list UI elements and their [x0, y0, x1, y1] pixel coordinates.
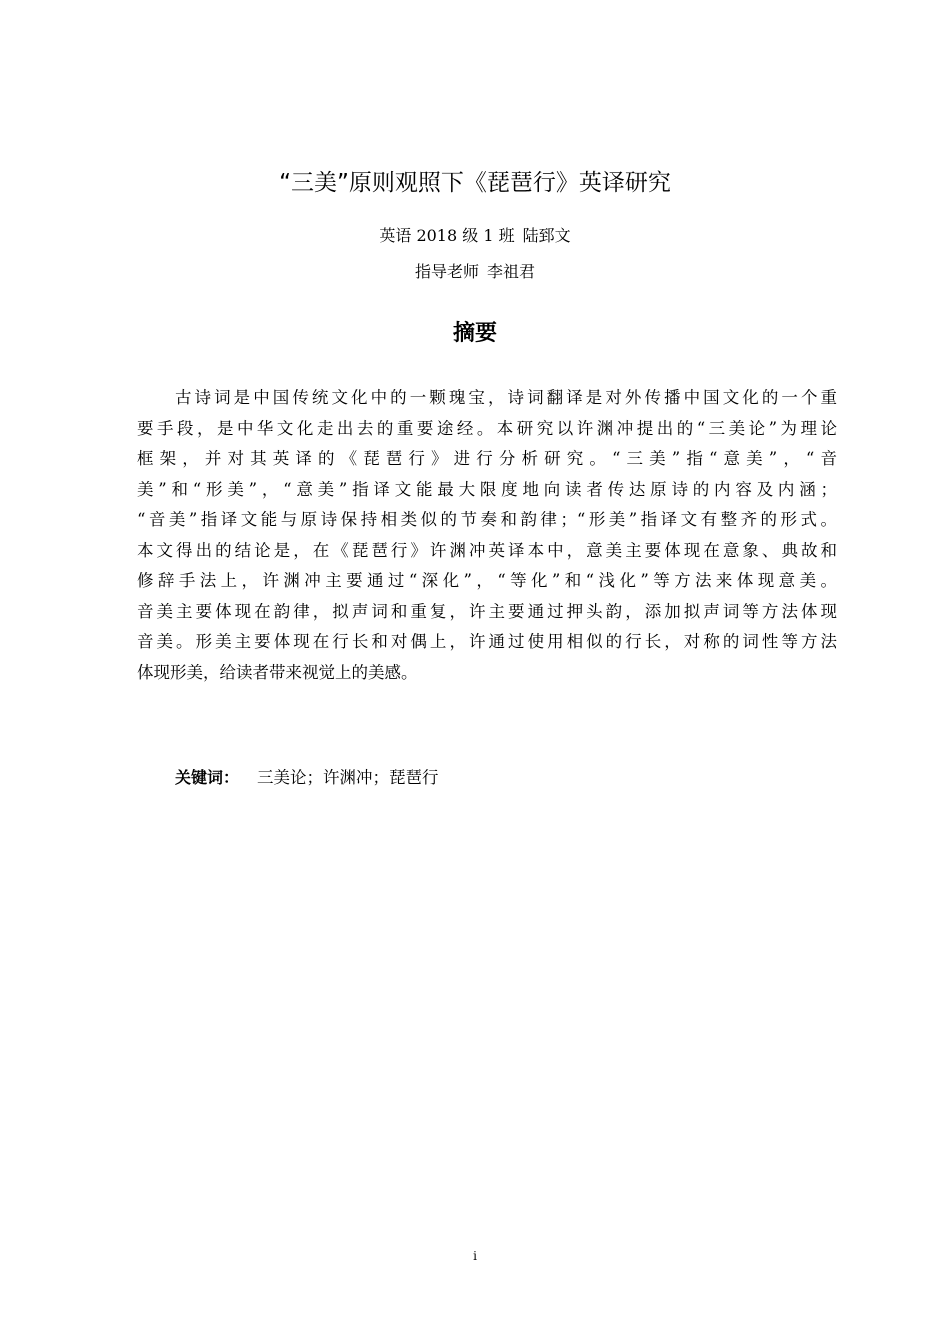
document-title: “三美”原则观照下《琵琶行》英译研究 [279, 170, 671, 196]
abstract-line: 美”和“形美”，“意美”指译文能最大限度地向读者传达原诗的内容及内涵； [137, 479, 837, 499]
abstract-heading: 摘要 [452, 321, 497, 346]
abstract-line: 框架，并对其英译的《琵琶行》进行分析研究。“三美”指“意美”，“音 [137, 449, 837, 468]
abstract-line: 要手段，是中华文化走出去的重要途经。本研究以许渊冲提出的“三美论”为理论 [137, 418, 837, 438]
keywords-value: 三美论；许渊冲；琵琶行 [257, 768, 439, 787]
page-number: i [473, 1249, 477, 1263]
author-line [0, 224, 950, 248]
keywords-label: 关键词： [175, 768, 240, 787]
abstract-line: 本文得出的结论是，在《琵琶行》许渊冲英译本中，意美主要体现在意象、典故和 [137, 540, 837, 560]
author-class: 英语 2018 级 1 班 [379, 226, 515, 245]
abstract-line: 古诗词是中国传统文化中的一颗瑰宝，诗词翻译是对外传播中国文化的一个重 [175, 388, 837, 407]
advisor-label: 指导老师 [414, 262, 479, 281]
abstract-line: 修辞手法上，许渊冲主要通过“深化”，“等化”和“浅化”等方法来体现意美。 [137, 571, 837, 590]
keywords-line [175, 764, 439, 792]
abstract-line: 音美。形美主要体现在行长和对偶上，许通过使用相似的行长，对称的词性等方法 [137, 632, 837, 651]
advisor-line [0, 260, 950, 284]
advisor-name: 李祖君 [487, 262, 536, 281]
abstract-line: 体现形美，给读者带来视觉上的美感。 [137, 662, 418, 682]
abstract-line: “音美”指译文能与原诗保持相类似的节奏和韵律；“形美”指译文有整齐的形式。 [137, 510, 837, 529]
abstract-line: 音美主要体现在韵律，拟声词和重复，许主要通过押头韵，添加拟声词等方法体现 [137, 601, 837, 621]
author-name: 陆郅文 [522, 226, 571, 245]
abstract-body [137, 383, 837, 688]
